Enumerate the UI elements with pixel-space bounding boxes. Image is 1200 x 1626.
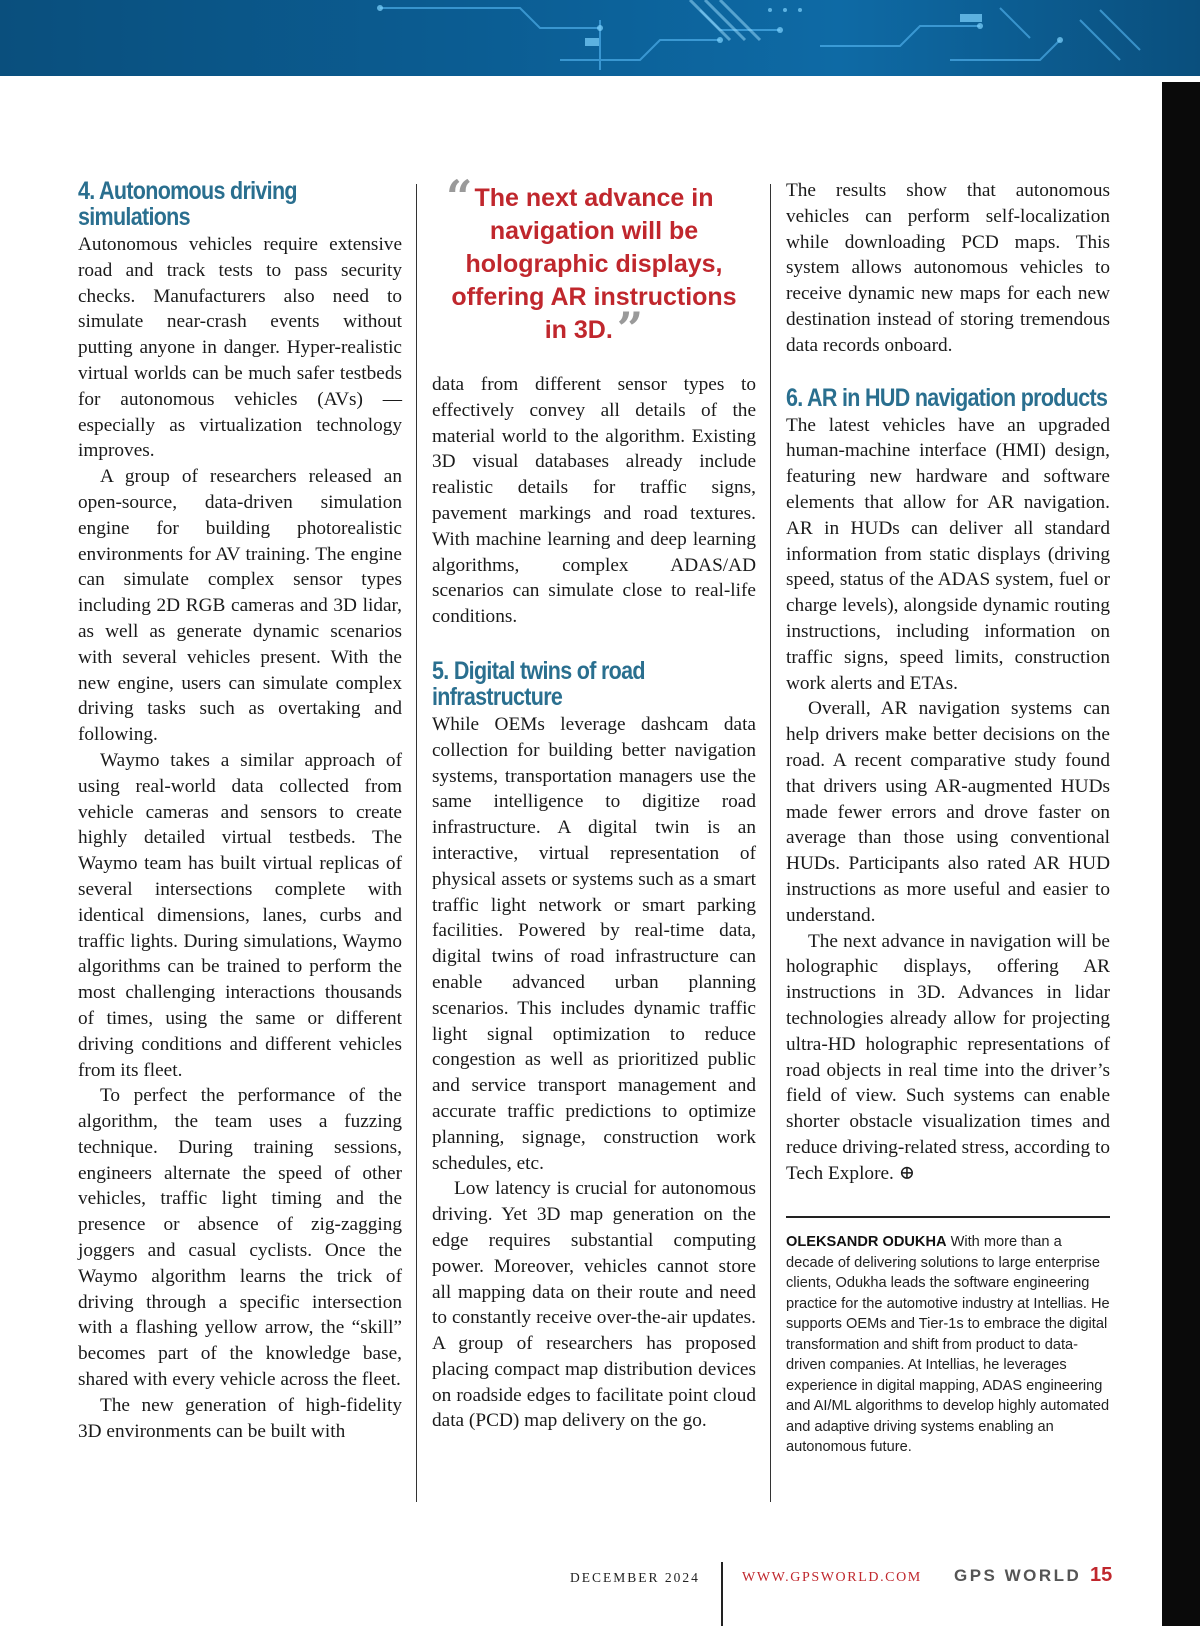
close-quote-icon: ” <box>616 302 644 356</box>
circuit-pattern-graphic <box>0 0 1200 76</box>
paragraph: A group of researchers released an open-source, data-driven simulation engine for building photorealistic environments for AV training. The engine can simulate complex sensor types including 2D RGB cameras and 3D lidar, as well as generate dynamic scenarios with several vehicles present. With the new engine, users can simulate complex driving tasks such as overtaking and following. <box>78 466 402 746</box>
pull-quote-text: The next advance in navigation will be holographic displays, offering AR instructions in 3D. <box>451 184 737 344</box>
paragraph: The results show that autonomous vehicles can perform self-localization while downloading PCD maps. This system allows autonomous vehicles to receive dynamic new maps for each new destination instead of storing tremendous data records onboard. <box>786 180 1110 356</box>
paragraph-text: The next advance in navigation will be holographic displays, offering AR instructions in 3D. Advances in lidar technologies already allow for projecting ultra-HD holographic representations of road objects in real time into the driver’s field of view. Such systems can enable shorter obstacle visualization times and reduce driving-related stress, according to Tech Explore. <box>786 930 1110 1184</box>
issue-date: DECEMBER 2024 <box>570 1570 700 1585</box>
author-bio-text: With more than a decade of delivering solutions to large enterprise clients, Odukha leads the software engineering practice for the automotive industry at Intellias. He supports OEMs and Tier-1s to embrace the digital transformation and shift from product to data-driven companies. At Intellias, he leverages experience in digital mapping, ADAS engineering and AI/ML algorithms to develop highly automated and adaptive driving systems enabling an autonomous future. <box>786 1234 1110 1456</box>
paragraph: Waymo takes a similar approach of using real-world data collected from vehicle cameras and sensors to create highly detailed virtual testbeds. The Waymo team has built virtual replicas of several intersections complete with identical dimensions, lanes, curbs and traffic lights. During simulations, Waymo algorithms can be trained to perform the most challenging interactions thousands of times, using the same or different driving conditions and different vehicles from its fleet. <box>78 749 402 1081</box>
column-rule <box>770 184 771 1502</box>
section-heading-6: 6. AR in HUD navigation products <box>786 383 1108 412</box>
paragraph: To perfect the performance of the algorithm, the team uses a fuzzing technique. During training sessions, engineers alternate the speed of other vehicles, traffic light timing and the presence or absence of zig-zagging joggers and casual cyclists. Once the Waymo algorithm learns the trick of driving through a specific intersection with a flashing yellow arrow, the “skill” becomes part of the knowledge base, shared with every vehicle across the fleet. <box>78 1085 402 1391</box>
footer-divider <box>721 1562 723 1626</box>
magazine-name: GPS WORLD <box>954 1566 1082 1585</box>
column-3 <box>786 178 1110 1458</box>
author-bio <box>786 1232 1110 1458</box>
section-heading-4: 4. Autonomous driving simulations <box>78 177 297 231</box>
header-banner <box>0 0 1200 76</box>
paragraph: Overall, AR navigation systems can help drivers make better decisions on the road. A recent comparative study found that drivers using AR-augmented HUDs made fewer errors and drove faster on average than those using conventional HUDs. Participants also rated AR HUD instructions as more useful and easier to understand. <box>786 698 1110 926</box>
author-name: OLEKSANDR ODUKHA <box>786 1234 947 1251</box>
open-quote-icon: “ <box>446 170 473 224</box>
page-number: 15 <box>1090 1564 1113 1586</box>
section-heading-5: 5. Digital twins of road infrastructure <box>432 656 645 711</box>
paragraph: The new generation of high-fidelity 3D environments can be built with <box>78 1394 402 1442</box>
paragraph: Autonomous vehicles require extensive road and track tests to pass security checks. Manufacturers also need to simulate near-crash events without putting anyone in danger. Hyper-realistic virtual worlds can be much safer testbeds for autonomous vehicles (AVs) — especially as virtualization technology improves. <box>78 234 402 462</box>
paragraph: While OEMs leverage dashcam data collection for building better navigation systems, transportation managers use the same intelligence to digitize road infrastructure. A digital twin is an interactive, virtual representation of physical assets or systems such as a smart traffic light network or smart parking facilities. Powered by real-time data, digital twins of road infrastructure can enable advanced urban planning scenarios. This includes dynamic traffic light signal optimization to reduce congestion as well as prioritized public and service transport management and accurate traffic predictions to optimize planning, signage, construction work schedules, etc. <box>432 713 756 1174</box>
paragraph: Low latency is crucial for autonomous driving. Yet 3D map generation on the edge requires substantial computing power. Moreover, vehicles cannot store all mapping data on their route and need to constantly receive over-the-air updates. A group of researchers has proposed placing compact map distribution devices on roadside edges to facilitate point cloud data (PCD) map delivery on the go. <box>432 1178 756 1432</box>
end-mark-icon: ⊕ <box>898 1162 915 1184</box>
paragraph: data from different sensor types to effectively convey all details of the material world to the algorithm. Existing 3D visual databases already include realistic details for traffic signs, pavement markings and road textures. With machine learning and deep learning algorithms, complex ADAS/AD scenarios can simulate close to real-life conditions. <box>432 374 756 628</box>
bio-divider <box>786 1216 1110 1218</box>
pull-quote <box>432 170 756 372</box>
column-rule <box>416 184 417 1502</box>
column-1 <box>78 178 402 1444</box>
paragraph: The latest vehicles have an upgraded human-machine interface (HMI) design, featuring new hardware and software elements that allow for AR navigation. AR in HUDs can deliver all standard information from static displays (driving speed, status of the ADAS system, fuel or charge levels), alongside dynamic routing instructions, including information on traffic signs, speed limits, construction work alerts and ETAs. <box>786 414 1110 694</box>
website-url: WWW.GPSWORLD.COM <box>742 1570 922 1585</box>
column-2 <box>432 170 756 1434</box>
paragraph <box>786 929 1110 1187</box>
page-edge-bar <box>1162 82 1200 1626</box>
page-footer <box>0 1562 1200 1592</box>
